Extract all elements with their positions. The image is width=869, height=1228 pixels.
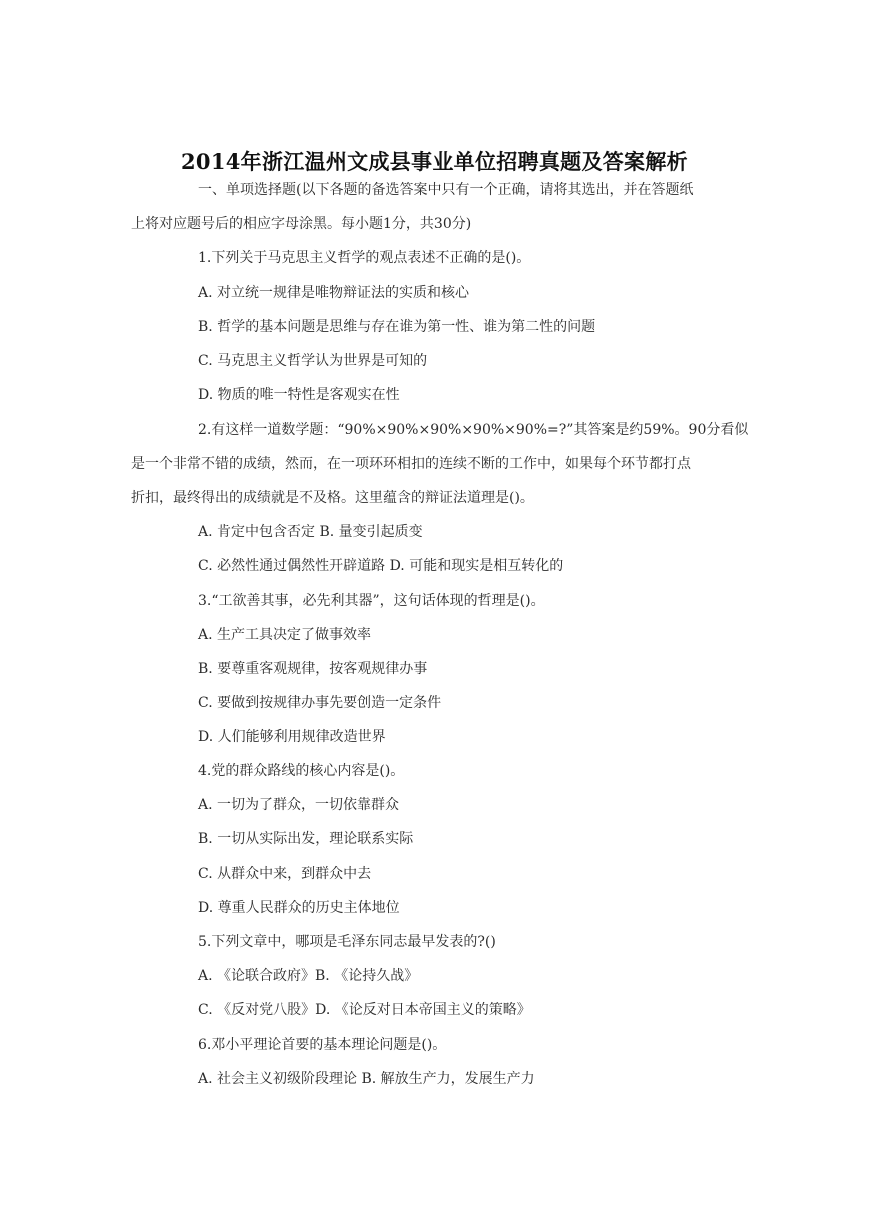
question-5-stem: 5.下列文章中，哪项是毛泽东同志最早发表的?()	[198, 934, 496, 950]
question-3-stem: 3.“工欲善其事，必先利其器”，这句话体现的哲理是()。	[198, 593, 545, 609]
question-4-option-c: C. 从群众中来，到群众中去	[198, 866, 372, 882]
question-3-option-a: A. 生产工具决定了做事效率	[198, 627, 372, 643]
question-4-option-a: A. 一切为了群众，一切依靠群众	[198, 797, 400, 813]
question-2-options-cd: C. 必然性通过偶然性开辟道路 D. 可能和现实是相互转化的	[198, 558, 564, 574]
question-3-option-c: C. 要做到按规律办事先要创造一定条件	[198, 695, 442, 711]
section-heading-line-1: 一、单项选择题(以下各题的备选答案中只有一个正确，请将其选出，并在答题纸	[198, 182, 694, 198]
question-6-stem: 6.邓小平理论首要的基本理论问题是()。	[198, 1037, 447, 1053]
question-1-option-c: C. 马克思主义哲学认为世界是可知的	[198, 353, 428, 369]
question-4-stem: 4.党的群众路线的核心内容是()。	[198, 763, 405, 779]
question-2-stem-line-2: 是一个非常不错的成绩，然而，在一项环环相扣的连续不断的工作中，如果每个环节都打点	[131, 456, 691, 472]
question-2-options-ab: A. 肯定中包含否定 B. 量变引起质变	[198, 524, 423, 540]
question-4-option-d: D. 尊重人民群众的历史主体地位	[198, 900, 400, 916]
question-1-stem: 1.下列关于马克思主义哲学的观点表述不正确的是()。	[198, 250, 531, 266]
question-2-stem-line-3: 折扣，最终得出的成绩就是不及格。这里蕴含的辩证法道理是()。	[131, 490, 534, 506]
question-5-options-ab: A. 《论联合政府》B. 《论持久战》	[198, 968, 419, 984]
document-title: 2014年浙江温州文成县事业单位招聘真题及答案解析	[181, 149, 688, 174]
question-3-option-d: D. 人们能够利用规律改造世界	[198, 729, 386, 745]
question-6-options-ab: A. 社会主义初级阶段理论 B. 解放生产力，发展生产力	[198, 1071, 535, 1087]
question-2-stem-line-1: 2.有这样一道数学题：“90%×90%×90%×90%×90%=?”其答案是约59%。90分看似	[198, 422, 749, 438]
question-1-option-a: A. 对立统一规律是唯物辩证法的实质和核心	[198, 285, 470, 301]
section-heading-line-2: 上将对应题号后的相应字母涂黑。每小题1分，共30分)	[131, 216, 472, 232]
question-4-option-b: B. 一切从实际出发，理论联系实际	[198, 831, 414, 847]
question-1-option-d: D. 物质的唯一特性是客观实在性	[198, 387, 400, 403]
question-5-options-cd: C. 《反对党八股》D. 《论反对日本帝国主义的策略》	[198, 1002, 531, 1018]
question-3-option-b: B. 要尊重客观规律，按客观规律办事	[198, 661, 428, 677]
question-1-option-b: B. 哲学的基本问题是思维与存在谁为第一性、谁为第二性的问题	[198, 319, 596, 335]
